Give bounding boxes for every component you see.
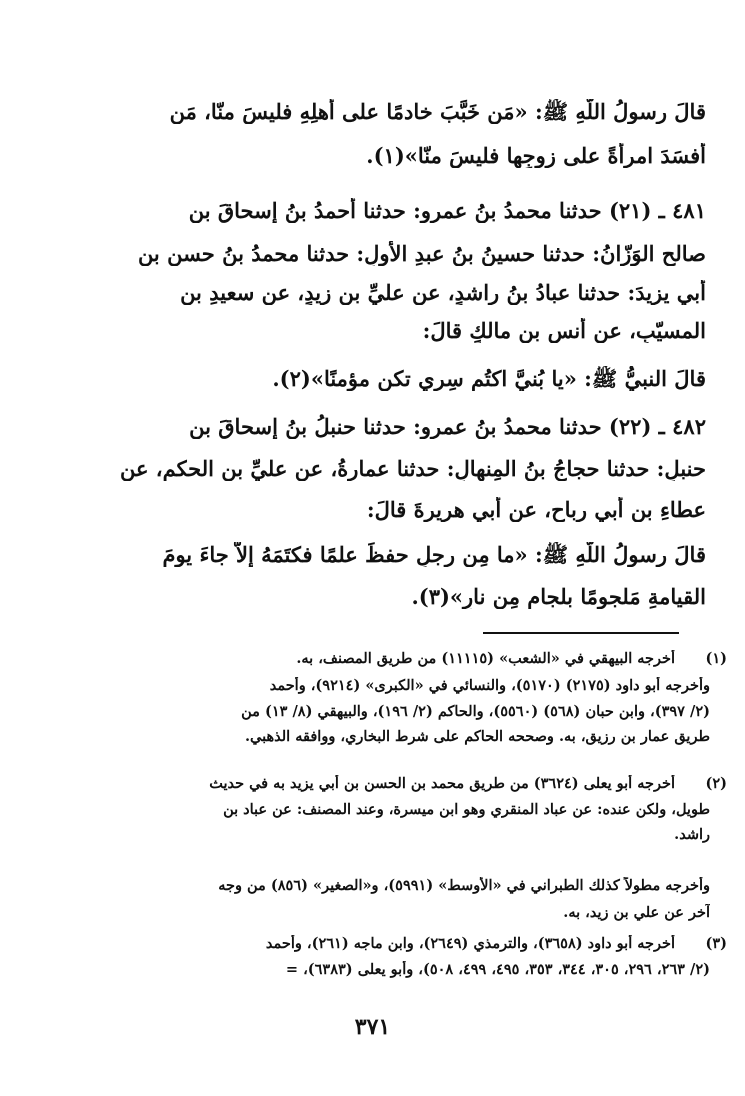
body-line: ٤٨١ ـ (٢١) حدثنا محمدُ بنُ عمرو: حدثنا أحمدُ بنُ إسحاقَ بنِ [188,198,706,223]
footnote-line: أخرجه أبو داود (٣٦٥٨)، والترمذي (٢٦٤٩)، وابن ماجه (٢٦١)، وأحمد [265,935,675,952]
footnote-marker: (٢) [705,775,727,792]
body-line: المسيّبِ، عن أنسِ بنِ مالكٍ قالَ: [422,318,706,343]
footnote-line: وأخرجه مطولاً كذلك الطبراني في «الأوسط» (٥٩٩١)، و«الصغير» (٨٥٦) من وجه [218,877,710,894]
body-line: عطاءِ بنِ أبي رباحٍ، عن أبي هريرةَ قالَ: [366,497,706,522]
footnote-line: طريق عمار بن رزيق، به. وصححه الحاكم على شرط البخاري، ووافقه الذهبي. [245,728,710,745]
footnote-line: وأخرجه أبو داود (٢١٧٥) (٥١٧٠)، والنسائي في «الكبرى» (٩٢١٤)، وأحمد [269,677,710,694]
body-line: أبي يزيدَ: حدثنا عبادُ بنُ راشدٍ، عن عليِّ بنِ زيدٍ، عن سعيدِ بنِ [180,280,706,305]
body-line: أفسَدَ امرأةً على زوجِها فليسَ منّا»(١). [366,143,706,168]
body-line: حنبلٍ: حدثنا حجاجُ بنُ المِنهالِ: حدثنا عمارةُ، عن عليِّ بنِ الحكمِ، عن [119,456,706,481]
footnote-separator [483,632,679,634]
body-line: صالحٍ الوَزّانُ: حدثنا حسينُ بنُ عبدِ الأولِ: حدثنا محمدُ بنُ حسنِ بنِ [137,241,706,266]
body-line: قالَ رسولُ اللّهِ ﷺ: «مَن خَبَّبَ خادمًا على أهلِهِ فليسَ منّا، مَن [169,99,706,124]
footnote-line: (٢/ ٢٦٣، ٢٩٦، ٣٠٥، ٣٤٤، ٣٥٣، ٤٩٥، ٤٩٩، ٥٠٨)، وأبو يعلى (٦٣٨٣)، = [285,961,710,978]
footnote-line: طويل، ولكن عنده: عن عباد المنقري وهو ابن ميسرة، وعند المصنف: عن عباد بن [223,801,710,818]
body-line: قالَ النبيُّ ﷺ: «يا بُنيَّ اكتُم سِري تكن مؤمنًا»(٢). [272,366,706,391]
body-line: قالَ رسولُ اللّهِ ﷺ: «ما مِن رجلٍ حفظَ علمًا فكتَمَهُ إلاّ جاءَ يومَ [162,542,706,567]
footnote-line: أخرجه البيهقي في «الشعب» (١١١١٥) من طريق المصنف، به. [296,650,675,667]
footnote-line: أخرجه أبو يعلى (٣٦٢٤) من طريق محمد بن الحسن بن أبي يزيد به في حديث [209,775,675,792]
body-line: ٤٨٢ ـ (٢٢) حدثنا محمدُ بنُ عمرو: حدثنا حنبلُ بنُ إسحاقَ بنِ [189,414,706,439]
page-number: ٣٧١ [354,1014,391,1040]
footnote-marker: (١) [705,650,727,667]
footnote-line: (٢/ ٣٩٧)، وابن حبان (٥٦٨) (٥٥٦٠)، والحاكم (٢/ ١٩٦)، والبيهقي (٨/ ١٣) من [241,703,710,720]
footnote-line: راشد. [674,826,710,843]
body-line: القيامةِ مَلجومًا بلجامٍ مِن نارٍ»(٣). [411,584,706,609]
footnote-marker: (٣) [705,935,727,952]
footnote-line: آخر عن علي بن زيد، به. [563,904,710,921]
